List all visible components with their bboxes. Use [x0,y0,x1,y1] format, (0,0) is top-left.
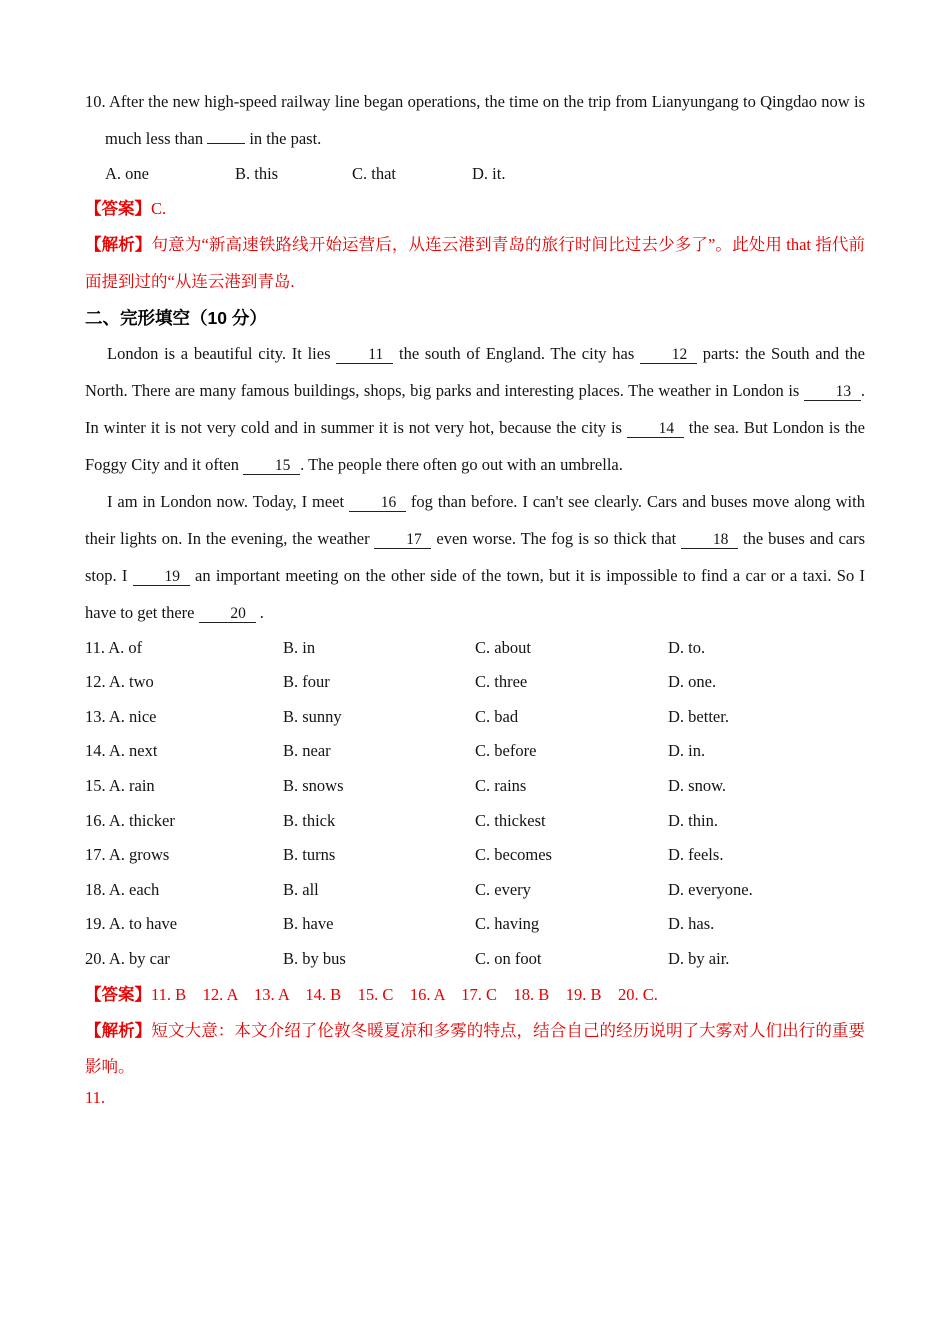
cloze-options-grid [85,631,865,977]
text-segment: . In winter it is not very cold and in summer it is not very hot, because the city is [85,380,865,437]
question-10-option-a: A. one [105,164,149,183]
text-segment: even worse. The fog is so thick that [431,528,682,548]
option-17-b: B. turns [283,845,336,865]
question-10-answer-line [85,191,865,227]
option-20-d: D. by air. [668,948,730,968]
option-16-a: 16. A. thicker [85,810,175,830]
text-segment: an important meeting on the other side of the town, but it is impossible to find a car or a taxi. So I have to get there [85,565,866,622]
option-12-d: D. one. [668,672,717,692]
cloze-blank-18 [681,530,738,549]
answer-label: 【答案】 [85,199,151,218]
option-13-a: 13. A. nice [85,706,157,726]
question-10-text-part1: 10. After the new high-speed railway line began operations, the time on the trip from Lianyungang to Qingdao now [85,92,854,111]
option-16-d: D. thin. [668,810,718,830]
option-19-d: D. has. [668,914,715,934]
option-15-d: D. snow. [668,775,727,795]
option-row-13 [85,700,865,735]
question-10-option-b: B. this [235,164,279,183]
text-segment: parts: the South and the North. There are many famous buildings, shops, big parks and interesting places. The weather in London is [85,343,865,400]
question-10-answer-value: C. [151,199,167,218]
option-16-b: B. thick [283,810,336,830]
cloze-blank-12 [640,345,697,364]
option-12-a: 12. A. two [85,672,154,692]
footer-question-number [85,1080,865,1116]
option-row-18 [85,873,865,908]
option-13-b: B. sunny [283,706,342,726]
blank-number: 17 [406,530,422,548]
question-10-answer-blank [207,141,245,144]
option-15-b: B. snows [283,775,344,795]
cloze-analysis-text: 短文大意：本文介绍了伦敦冬暖夏凉和多雾的特点，结合自己的经历说明了大雾对人们出行的重要影响。 [85,1020,866,1077]
question-10-text-part2-post: in the past. [245,129,322,148]
option-row-19 [85,907,865,942]
option-19-a: 19. A. to have [85,914,178,934]
cloze-answers-text: 11. B 12. A 13. A 14. B 15. C 16. A 17. C 18. B 19. B 20. C. [151,984,658,1004]
option-row-20 [85,942,865,977]
option-20-c: C. on foot [475,948,542,968]
cloze-paragraph-2 [85,483,865,631]
option-14-b: B. near [283,741,331,761]
cloze-blank-13 [804,382,861,401]
cloze-blank-19 [133,567,190,586]
option-17-d: D. feels. [668,845,724,865]
option-18-d: D. everyone. [668,879,753,899]
option-14-d: D. in. [668,741,706,761]
cloze-paragraph-1 [85,335,865,483]
text-segment: the south of England. The city has [393,343,640,363]
option-row-11 [85,631,865,666]
cloze-blank-20 [199,604,256,623]
question-10 [85,83,865,157]
question-10-option-c: C. that [352,164,396,183]
text-segment: . [255,602,264,622]
text-segment: the sea. But London is the Foggy City and it often [85,417,865,474]
text-segment: . The people there often go out with an umbrella. [300,454,623,474]
question-10-analysis [85,227,865,301]
blank-number: 11 [368,345,384,363]
blank-number: 15 [274,456,291,474]
option-row-14 [85,734,865,769]
option-13-c: C. bad [475,706,519,726]
option-17-a: 17. A. grows [85,845,170,865]
option-19-c: C. having [475,914,540,934]
option-18-c: C. every [475,879,531,899]
question-10-options-row [85,157,865,191]
blank-number: 18 [712,530,729,548]
option-row-15 [85,769,865,804]
analysis-label: 【解析】 [85,1020,152,1040]
blank-number: 16 [380,493,397,511]
blank-number: 12 [671,345,688,363]
answer-label: 【答案】 [85,984,151,1004]
option-13-d: D. better. [668,706,729,726]
cloze-answer-key [85,977,865,1013]
cloze-blank-15 [243,456,300,475]
section-2-heading [85,301,865,335]
cloze-blank-11 [336,345,393,364]
option-14-a: 14. A. next [85,741,158,761]
option-20-a: 20. A. by car [85,948,170,968]
cloze-blank-16 [349,493,406,512]
option-18-b: B. all [283,879,319,899]
text-segment: London is a beautiful city. It lies [107,343,337,363]
section-2-heading-text: 二、完形填空（10 分） [85,307,267,328]
text-segment: fog than before. I can't see clearly. Cars and buses move along with their lights on. In the evening, the weather [85,491,865,548]
option-14-c: C. before [475,741,537,761]
text-segment: the buses and cars stop. I [85,528,866,585]
cloze-blank-17 [374,530,431,549]
option-16-c: C. thickest [475,810,546,830]
option-row-12 [85,665,865,700]
option-18-a: 18. A. each [85,879,160,899]
text-segment: I am in London now. Today, I meet [107,491,349,511]
option-11-b: B. in [283,637,316,657]
cloze-analysis [85,1013,865,1087]
option-row-17 [85,838,865,873]
question-10-analysis-text: 句意为“新高速铁路线开始运营后，从连云港到青岛的旅行时间比过去少多了”。此处用 that 指代前面提到过的“从连云港到青岛. [85,235,866,291]
option-11-a: 11. A. of [85,637,143,657]
question-10-text-part2-pre: is much less than [105,92,865,148]
cloze-blank-14 [627,419,684,438]
question-10-option-d: D. it. [472,164,506,183]
option-12-b: B. four [283,672,330,692]
blank-number: 13 [835,382,852,400]
option-11-c: C. about [475,637,531,657]
blank-number: 19 [164,567,180,585]
blank-number: 14 [658,419,675,437]
blank-number: 20 [230,604,246,622]
option-row-16 [85,804,865,839]
footer-number-text: 11. [85,1088,106,1108]
option-15-a: 15. A. rain [85,775,155,795]
option-15-c: C. rains [475,775,527,795]
analysis-label: 【解析】 [85,235,152,254]
option-11-d: D. to. [668,637,706,657]
option-12-c: C. three [475,672,528,692]
option-19-b: B. have [283,914,334,934]
option-20-b: B. by bus [283,948,346,968]
option-17-c: C. becomes [475,845,552,865]
